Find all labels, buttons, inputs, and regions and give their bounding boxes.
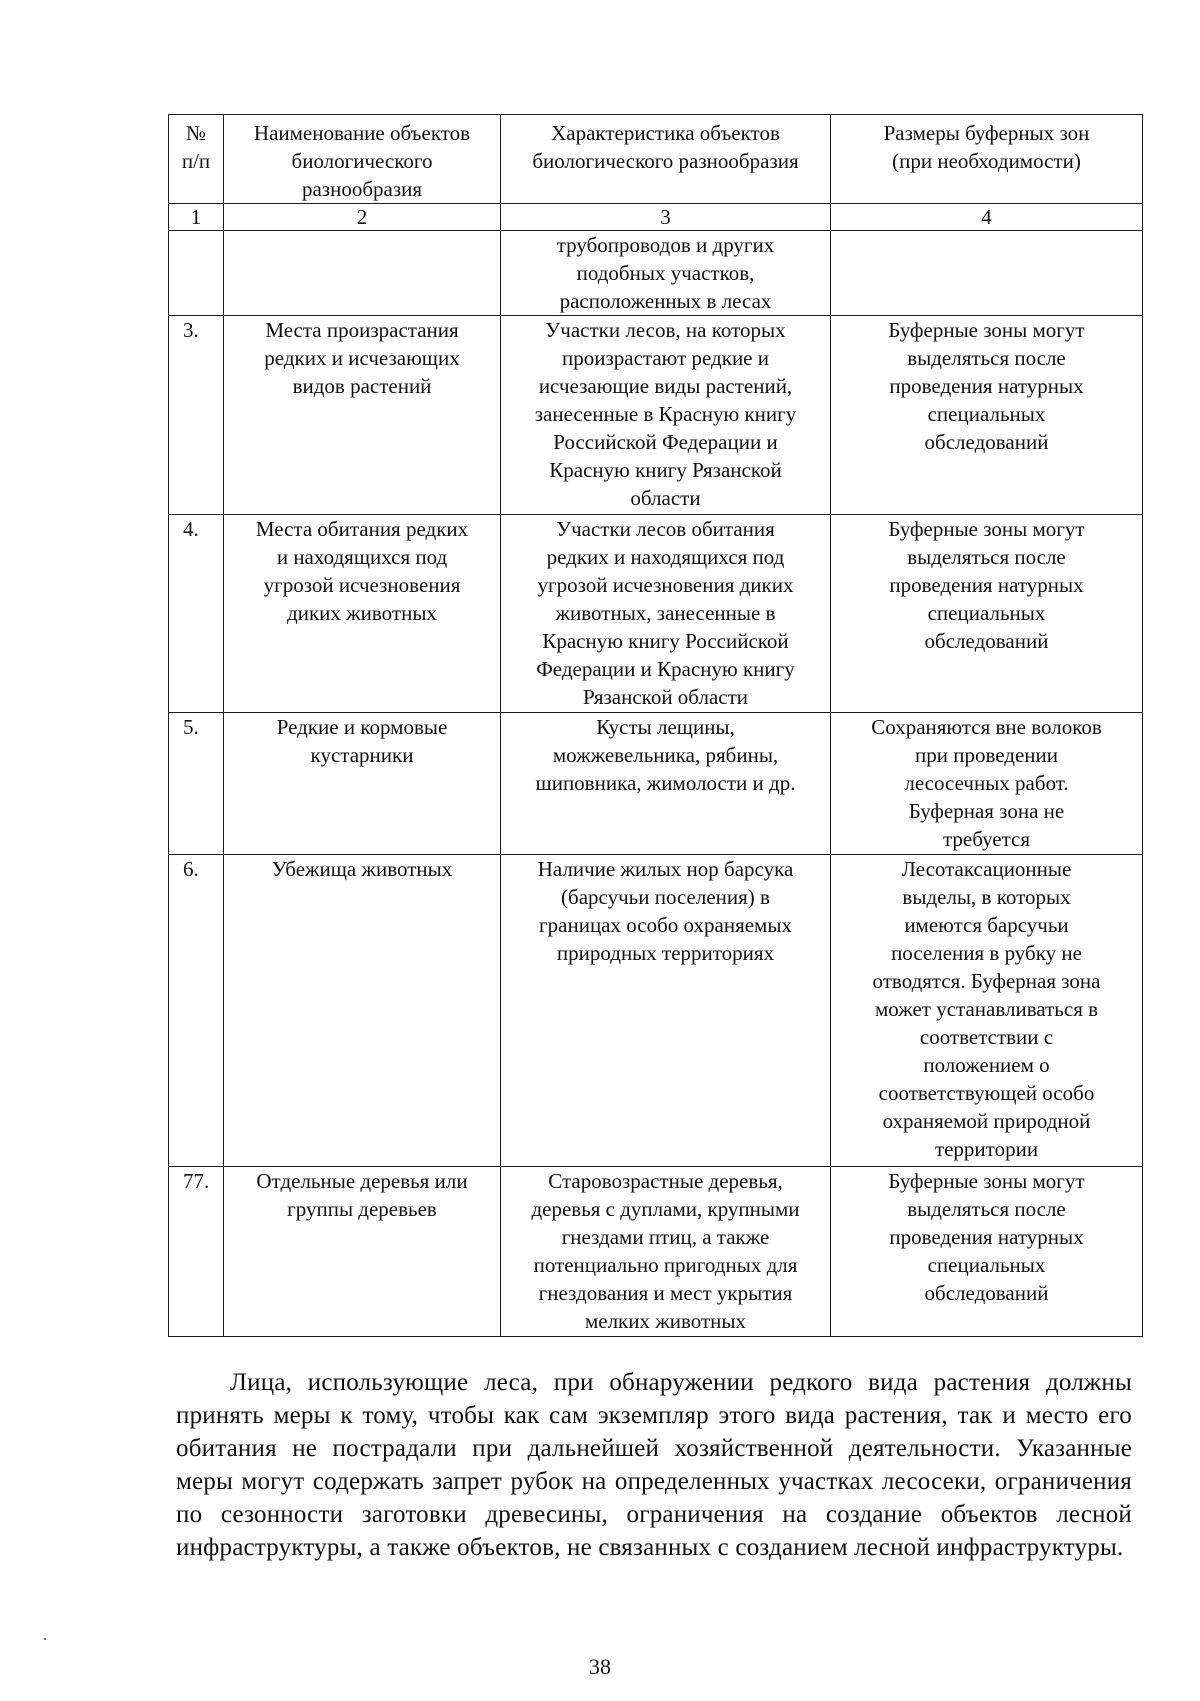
table-row — [169, 231, 1143, 316]
object-name-cell: Места обитания редких и находящихся под угрозой исчезновения диких животных — [224, 515, 501, 713]
buffer-zone-cell — [831, 231, 1143, 316]
column-number-row — [169, 204, 1143, 231]
table-row — [169, 1167, 1143, 1337]
header-characteristics: Характеристика объектов биологического разнообразия — [501, 115, 831, 204]
buffer-zone-cell: Буферные зоны могут выделяться после проведения натурных специальных обследований — [831, 1167, 1143, 1337]
body-paragraph: Лица, использующие леса, при обнаружении редкого вида растения должны принять меры к тому, чтобы как сам экземпляр этого вида растения, так и место его обитания не пострадали при дальнейшей хозяйственной деятельности. Указанные меры могут содержать запрет рубок на определенных участках лесосеки, ограничения по сезонности заготовки древесины, ограничения на создание объектов лесной инфраструктуры, а также объектов, не связанных с созданием лесной инфраструктуры. — [176, 1369, 1132, 1561]
object-name-cell: Убежища животных — [224, 855, 501, 1167]
buffer-zone-cell: Буферные зоны могут выделяться после проведения натурных специальных обследований — [831, 316, 1143, 515]
table-row — [169, 316, 1143, 515]
row-number: 6. — [169, 855, 224, 1167]
biodiversity-table — [168, 114, 1143, 1337]
buffer-zone-cell: Сохраняются вне волоков при проведении лесосечных работ. Буферная зона не требуется — [831, 713, 1143, 855]
row-number: 3. — [169, 316, 224, 515]
table-row — [169, 515, 1143, 713]
object-name-cell — [224, 231, 501, 316]
row-number: 77. — [169, 1167, 224, 1337]
row-number: 5. — [169, 713, 224, 855]
column-number: 2 — [224, 204, 501, 231]
header-object-name: Наименование объектов биологического разнообразия — [224, 115, 501, 204]
table-row — [169, 855, 1143, 1167]
object-name-cell: Места произрастания редких и исчезающих видов растений — [224, 316, 501, 515]
characteristics-cell: Кусты лещины, можжевельника, рябины, шиповника, жимолости и др. — [501, 713, 831, 855]
characteristics-cell: Участки лесов, на которых произрастают редкие и исчезающие виды растений, занесенные в Красную книгу Российской Федерации и Красную книгу Рязанской области — [501, 316, 831, 515]
buffer-zone-cell: Лесотаксационные выделы, в которых имеются барсучьи поселения в рубку не отводятся. Буферная зона может устанавливаться в соответствии с положением о соответствующей особо охраняемой природной территории — [831, 855, 1143, 1167]
scan-speck — [44, 1638, 46, 1640]
characteristics-cell: Наличие жилых нор барсука (барсучьи поселения) в границах особо охраняемых природных территориях — [501, 855, 831, 1167]
characteristics-cell: Участки лесов обитания редких и находящихся под угрозой исчезновения диких животных, занесенные в Красную книгу Российской Федерации и Красную книгу Рязанской области — [501, 515, 831, 713]
characteristics-cell: Старовозрастные деревья, деревья с дуплами, крупными гнездами птиц, а также потенциально пригодных для гнездования и мест укрытия мелких животных — [501, 1167, 831, 1337]
row-number — [169, 231, 224, 316]
object-name-cell: Отдельные деревья или группы деревьев — [224, 1167, 501, 1337]
row-number: 4. — [169, 515, 224, 713]
table-row — [169, 713, 1143, 855]
object-name-cell: Редкие и кормовые кустарники — [224, 713, 501, 855]
header-buffer-zones: Размеры буферных зон (при необходимости) — [831, 115, 1143, 204]
column-number: 1 — [169, 204, 224, 231]
page-number: 38 — [589, 1654, 611, 1679]
characteristics-cell: трубопроводов и других подобных участков, расположенных в лесах — [501, 231, 831, 316]
header-number: № п/п — [169, 115, 224, 204]
buffer-zone-cell: Буферные зоны могут выделяться после проведения натурных специальных обследований — [831, 515, 1143, 713]
column-number: 4 — [831, 204, 1143, 231]
table-header-row — [169, 115, 1143, 204]
column-number: 3 — [501, 204, 831, 231]
